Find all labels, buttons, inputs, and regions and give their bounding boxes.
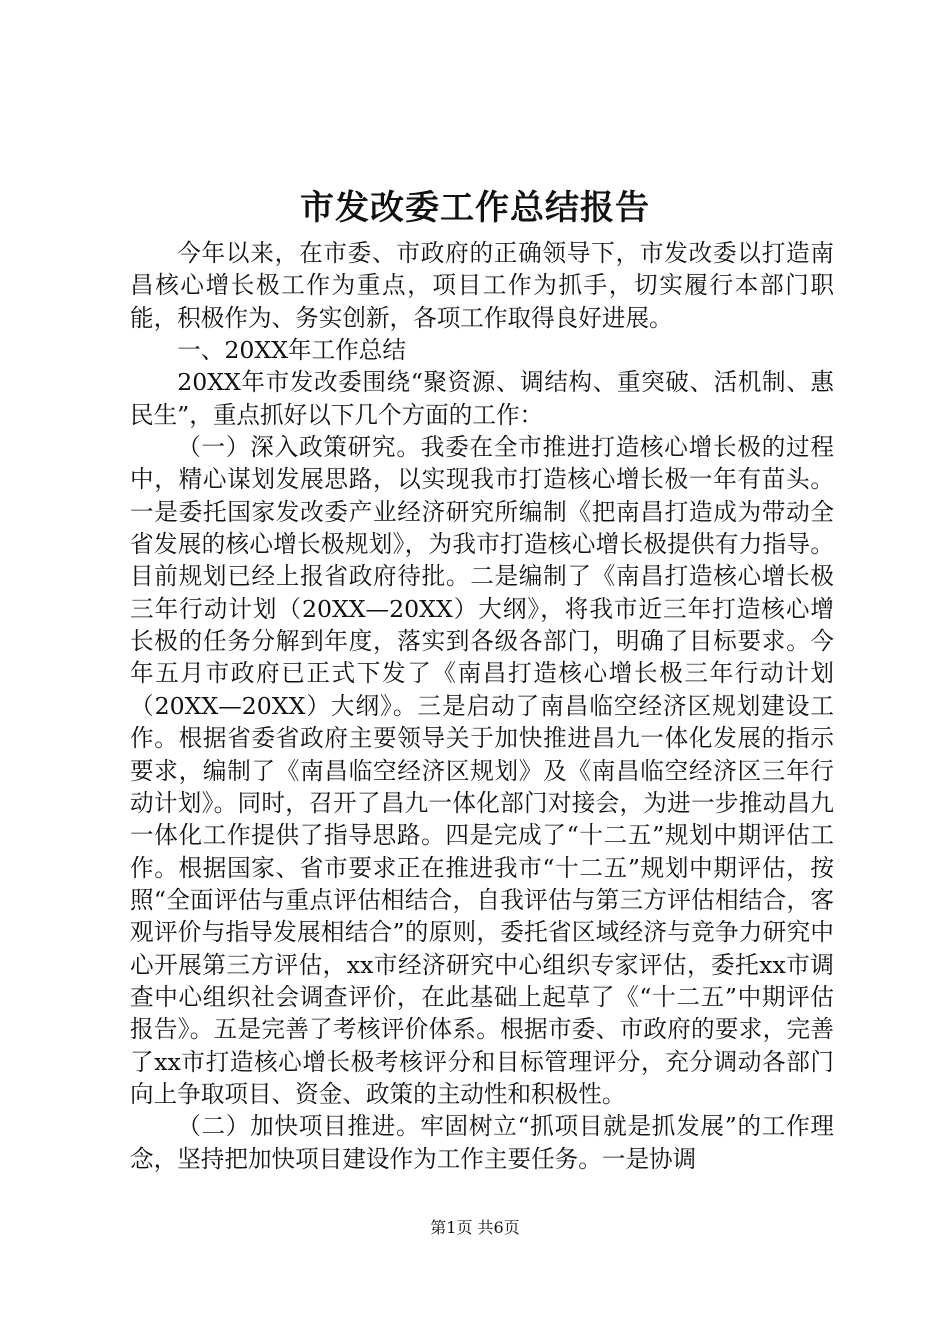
paragraph-policy-research: （一）深入政策研究。我委在全市推进打造核心增长极的过程中，精心谋划发展思路，以实现我市打造核心增长极一年有苗头。一是委托国家发改委产业经济研究所编制《把南昌打造成为带动全省发展的核心增长极规划》，为我市打造核心增长极提供有力指导。目前规划已经上报省政府待批。二是编制了《南昌打造核心增长极三年行动计划（20XX—20XX）大纲》，将我市近三年打造核心增长极的任务分解到年度，落实到各级各部门，明确了目标要求。今年五月市政府已正式下发了《南昌打造核心增长极三年行动计划（20XX—20XX）大纲》。三是启动了南昌临空经济区规划建设工作。根据省委省政府主要领导关于加快推进昌九一体化发展的指示要求，编制了《南昌临空经济区规划》及《南昌临空经济区三年行动计划》。同时，召开了昌九一体化部门对接会，为进一步推动昌九一体化工作提供了指导思路。四是完成了“十二五”规划中期评估工作。根据国家、省市要求正在推进我市“十二五”规划中期评估，按照“全面评估与重点评估相结合，自我评估与第三方评估相结合，客观评价与指导发展相结合”的原则，委托省区域经济与竞争力研究中心开展第三方评估，xx市经济研究中心组织专家评估，委托xx市调查中心组织社会调查评价，在此基础上起草了《“十二五”中期评估报告》。五是完善了考核评价体系。根据市委、市政府的要求，完善了xx市打造核心增长极考核评分和目标管理评分，充分调动各部门向上争取项目、资金、政策的主动性和积极性。: [130, 433, 834, 1108]
document-body: [130, 237, 834, 1175]
page-footer: 第1页 共6页: [430, 1218, 520, 1237]
paragraph-intro: 今年以来，在市委、市政府的正确领导下，市发改委以打造南昌核心增长极工作为重点，项目工作为抓手，切实履行本部门职能，积极作为、务实创新，各项工作取得良好进展。: [130, 239, 834, 332]
section-heading: 一、20XX年工作总结: [177, 336, 406, 365]
document-title: 市发改委工作总结报告: [300, 188, 650, 228]
paragraph-summary: 20XX年市发改委围绕“聚资源、调结构、重突破、活机制、惠民生”，重点抓好以下几个方面的工作：: [130, 368, 834, 429]
paragraph-project-promotion: （二）加快项目推进。牢固树立“抓项目就是抓发展”的工作理念，坚持把加快项目建设作为工作主要任务。一是协调: [130, 1112, 834, 1173]
